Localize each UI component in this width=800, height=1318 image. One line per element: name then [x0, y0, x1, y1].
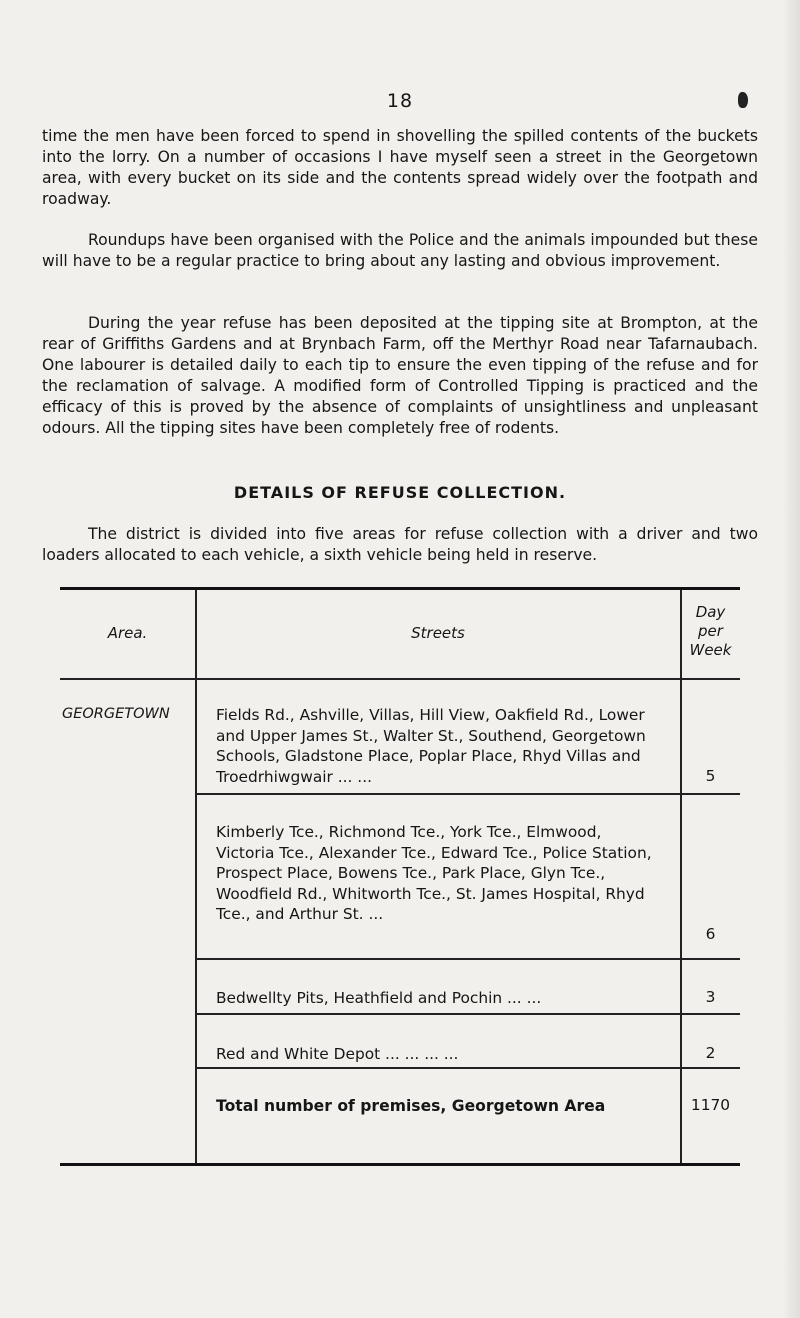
column-divider-2 [680, 590, 682, 1164]
row-rule [196, 1067, 740, 1069]
paragraph-2: Roundups have been organised with the Police and the animals impounded but these will have to be a regular practice to bring about any lasting and obvious improvement. [42, 231, 758, 270]
paragraph-3: During the year refuse has been deposited at the tipping site at Brompton, at the rear of Griffiths Gardens and at Brynbach Farm, off the Merthyr Road near Tafarnaubach. One labourer is detailed daily to each tip to ensure the even tipping of the refuse and for the reclamation of salvage. A modified form of Controlled Tipping is practiced and the efficacy of this is proved by the absence of complaints of unsightliness and unpleasant odours. All the tipping sites have been completely free of rodents. [42, 314, 758, 437]
paragraph-1: time the men have been forced to spend in shovelling the spilled contents of the buckets into the lorry. On a number of occasions I have myself seen a street in the Georgetown area, with every bucket on its side and the contents spread widely over the footpath and roadway. [42, 127, 758, 208]
total-label: Total number of premises, Georgetown Area [216, 1097, 606, 1115]
table-row-day: 5 [705, 767, 716, 785]
table-row-streets: Red and White Depot ... ... ... ... [216, 1045, 459, 1063]
section-heading: DETAILS OF REFUSE COLLECTION. [233, 483, 567, 502]
table-row-streets: Kimberly Tce., Richmond Tce., York Tce., Elmwood, Victoria Tce., Alexander Tce., Edward Tce., Police Station, Prospect Place, Bowens Tce., Park Place, Glyn Tce., Woodfield Rd., Whitworth Tce., St. James Hospital, Rhyd Tce., and Arthur St. ... [216, 823, 652, 923]
table-bottom-rule [60, 1163, 740, 1166]
header-rule-area [60, 678, 195, 680]
table-row-streets: Fields Rd., Ashville, Villas, Hill View, Oakfield Rd., Lower and Upper James St., Walter St., Southend, Georgetown Schools, Gladstone Place, Poplar Place, Rhyd Villas and Troedrhiwgwair ... ... [216, 706, 646, 786]
intro-paragraph: The district is divided into five areas for refuse collection with a driver and two loaders allocated to each vehicle, a sixth vehicle being held in reserve. [42, 525, 758, 564]
page-edge-shadow [782, 0, 800, 1318]
column-header-day-per-week: Day per Week [689, 603, 732, 659]
ink-blot-mark [738, 92, 748, 108]
column-divider-1 [195, 590, 197, 1164]
table-row-streets: Bedwellty Pits, Heathfield and Pochin ... ... [216, 989, 542, 1007]
table-row-day: 3 [705, 988, 716, 1006]
area-name: GEORGETOWN [62, 706, 170, 722]
total-value: 1170 [690, 1096, 731, 1114]
row-rule [196, 1013, 740, 1015]
column-header-area: Area. [107, 624, 148, 642]
table-row-day: 6 [705, 925, 716, 943]
row-rule [196, 958, 740, 960]
table-top-rule [60, 587, 740, 590]
page-number: 18 [386, 90, 414, 112]
table-row-day: 2 [705, 1044, 716, 1062]
column-header-streets: Streets [411, 624, 465, 642]
header-rule [196, 678, 740, 680]
row-rule [196, 793, 740, 795]
